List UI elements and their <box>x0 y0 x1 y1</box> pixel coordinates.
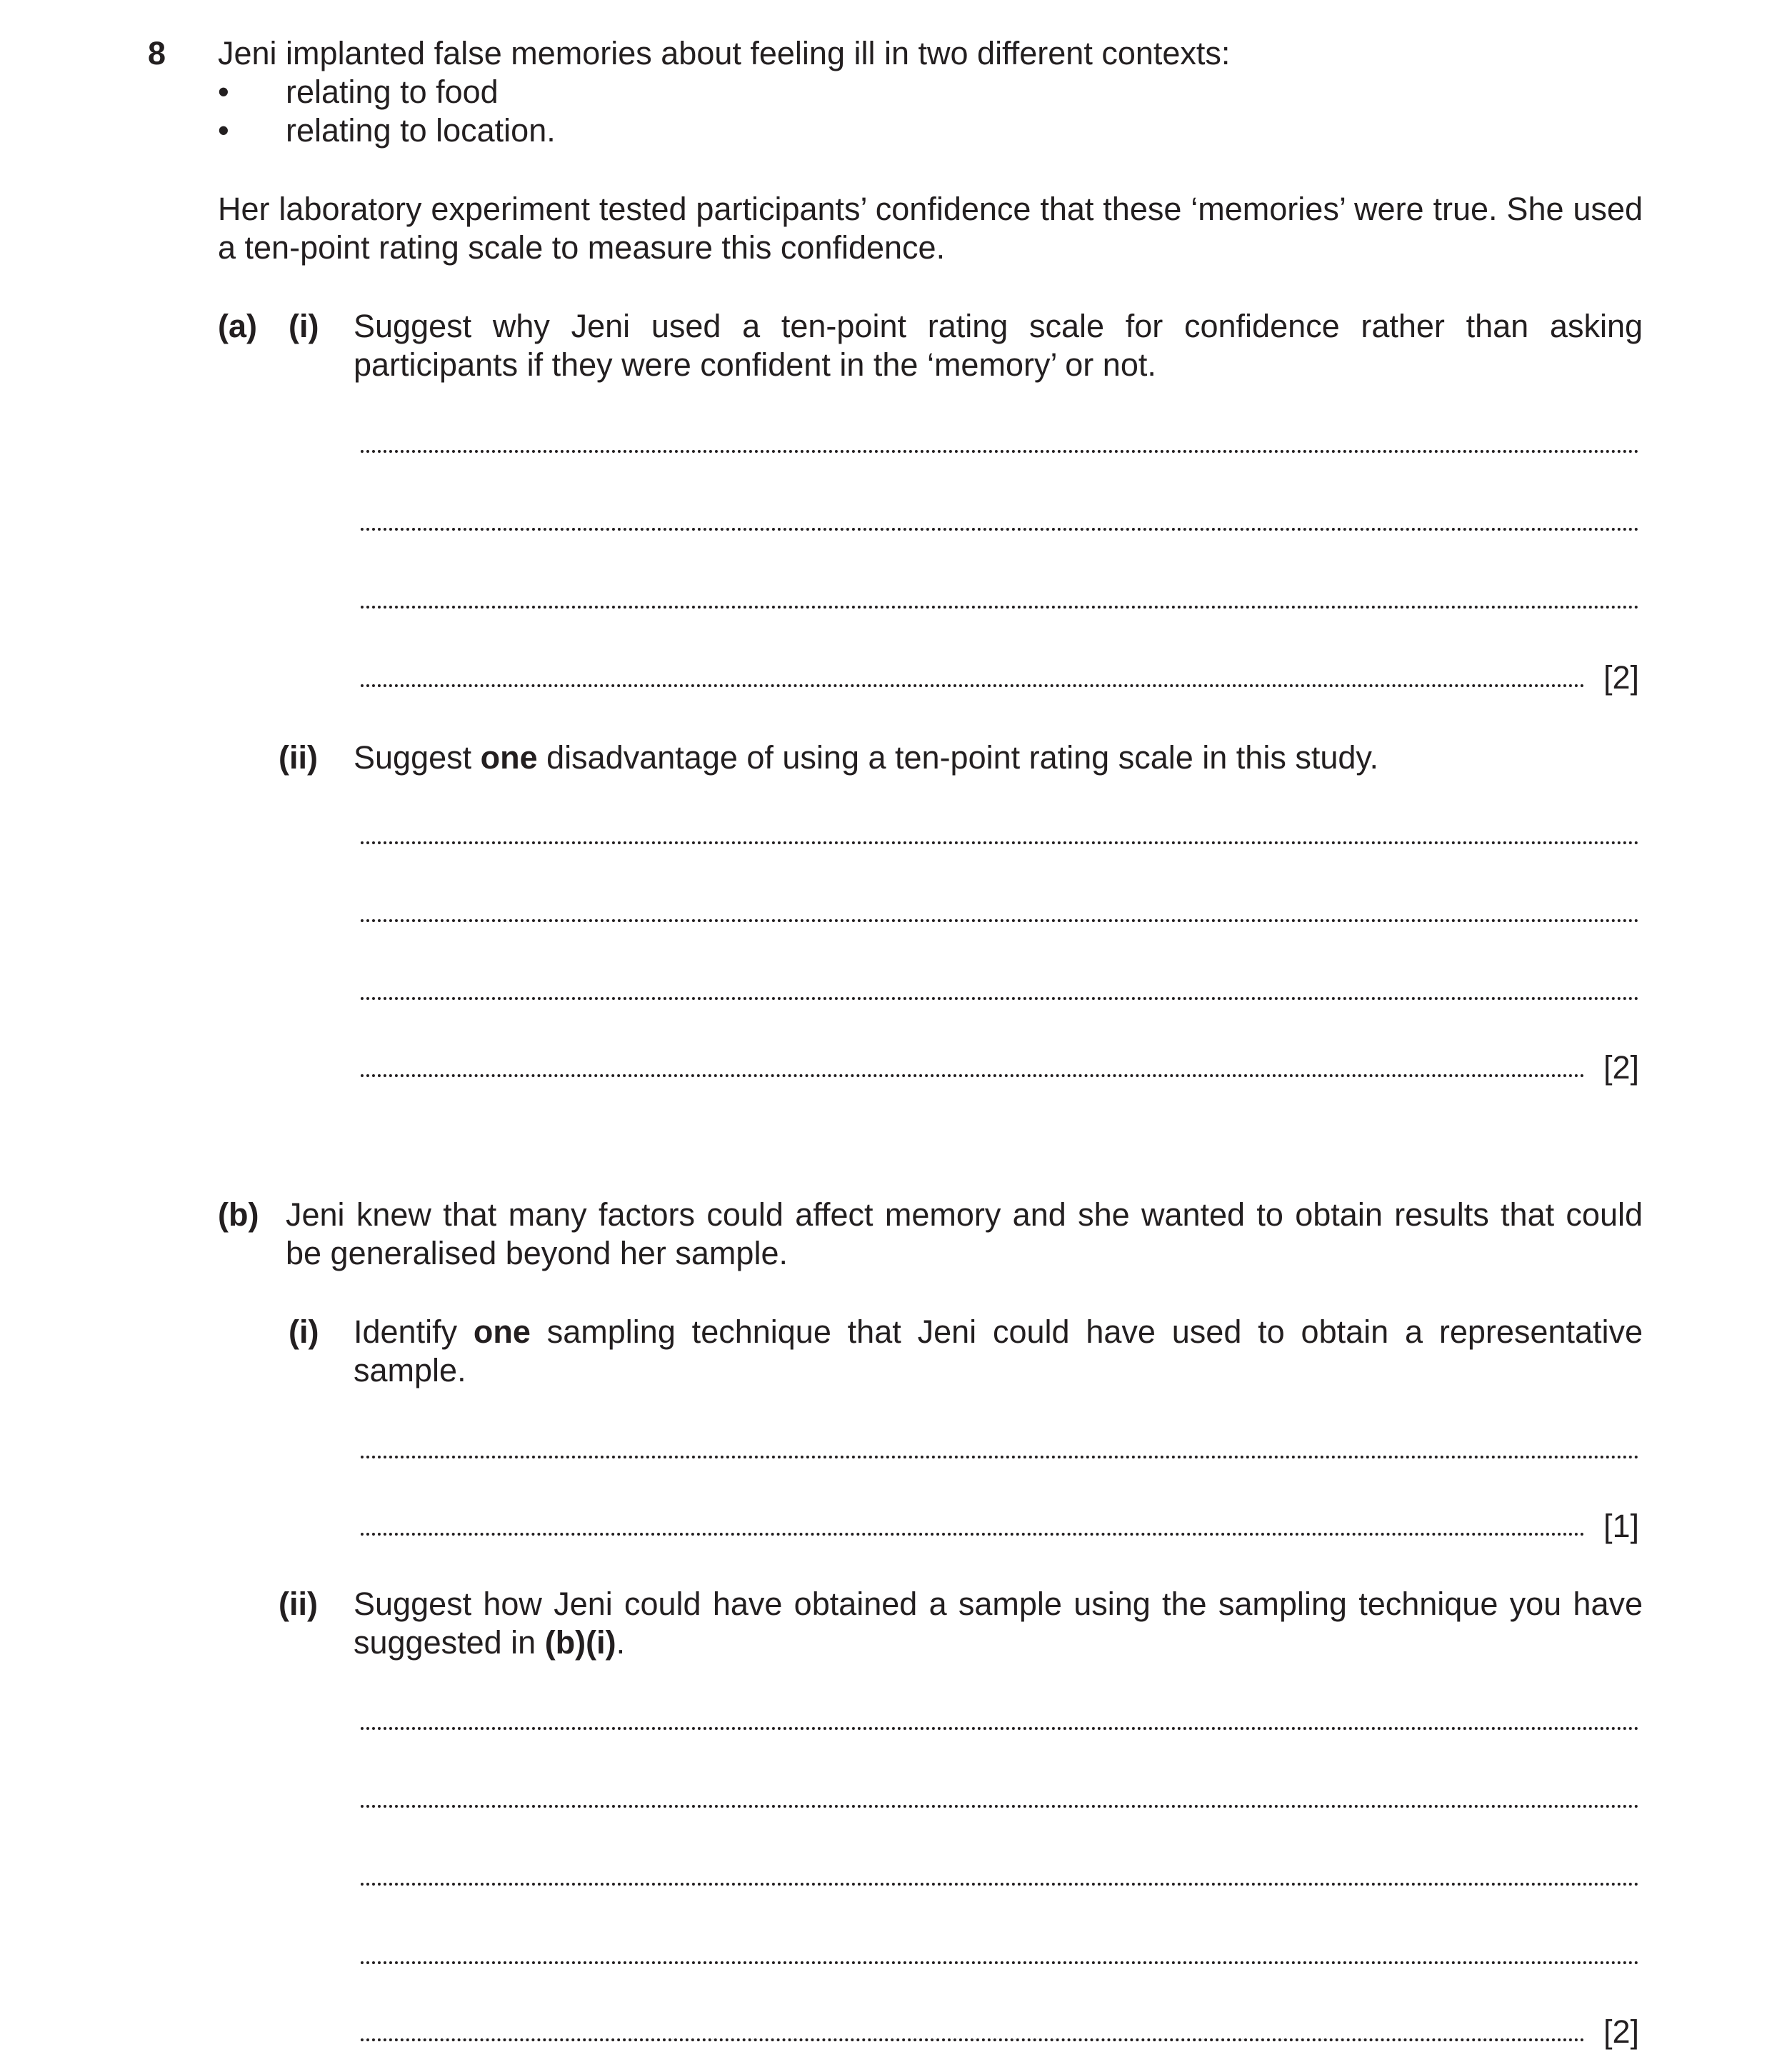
answer-line[interactable] <box>361 1936 1639 1974</box>
question-number: 8 <box>148 35 166 71</box>
part-b-i-label: (i) <box>289 1313 319 1350</box>
answer-line[interactable] <box>361 971 1639 1010</box>
answer-line[interactable] <box>361 580 1639 619</box>
part-b-label: (b) <box>218 1196 259 1233</box>
emphasis-one: one <box>473 1313 531 1350</box>
context-paragraph: Her laboratory experiment tested participants’ confidence that these ‘memories’ were true. She used a ten-point rating scale to measure this confidence. <box>218 191 1643 266</box>
question-intro: Jeni implanted false memories about feeling ill in two different contexts: <box>218 35 1231 71</box>
answer-line[interactable] <box>361 424 1639 463</box>
emphasis-one: one <box>480 739 538 776</box>
answer-line[interactable] <box>361 1779 1639 1818</box>
part-b-stem: Jeni knew that many factors could affect memory and she wanted to obtain results that could be generalised beyond her sample. <box>286 1196 1643 1271</box>
mark-allocation: [2] <box>1603 2013 1639 2050</box>
answer-line[interactable] <box>361 1857 1639 1896</box>
part-a-i-question: Suggest why Jeni used a ten-point rating scale for confidence rather than asking participants if they were confident in the ‘memory’ or not. <box>354 308 1643 383</box>
answer-line[interactable] <box>361 659 1639 697</box>
answer-line[interactable] <box>361 2013 1639 2051</box>
answer-line[interactable] <box>361 816 1639 854</box>
bullet-item-location: relating to location. <box>286 112 556 149</box>
part-a-ii-label: (ii) <box>279 739 318 776</box>
mark-allocation: [2] <box>1603 1049 1639 1086</box>
part-a-ii-question: Suggest one disadvantage of using a ten-point rating scale in this study. <box>354 739 1379 776</box>
part-a-i-label: (i) <box>289 308 319 344</box>
part-b-i-question: Identify one sampling technique that Jeni could have used to obtain a representative sample. <box>354 1313 1643 1388</box>
mark-allocation: [1] <box>1603 1508 1639 1544</box>
bullet-item-food: relating to food <box>286 74 499 110</box>
bullet-symbol: • <box>218 74 229 110</box>
answer-line[interactable] <box>361 1701 1639 1740</box>
part-a-label: (a) <box>218 308 257 344</box>
answer-line[interactable] <box>361 1048 1639 1087</box>
mark-allocation: [2] <box>1603 659 1639 696</box>
bullet-symbol: • <box>218 112 229 149</box>
part-b-ii-question: Suggest how Jeni could have obtained a sample using the sampling technique you have suggested in (b)(i). <box>354 1586 1643 1661</box>
answer-line[interactable] <box>361 1507 1639 1546</box>
reference-b-i: (b)(i) <box>544 1624 616 1661</box>
answer-line[interactable] <box>361 502 1639 541</box>
answer-line[interactable] <box>361 1430 1639 1468</box>
answer-line[interactable] <box>361 894 1639 932</box>
part-b-ii-label: (ii) <box>279 1586 318 1622</box>
